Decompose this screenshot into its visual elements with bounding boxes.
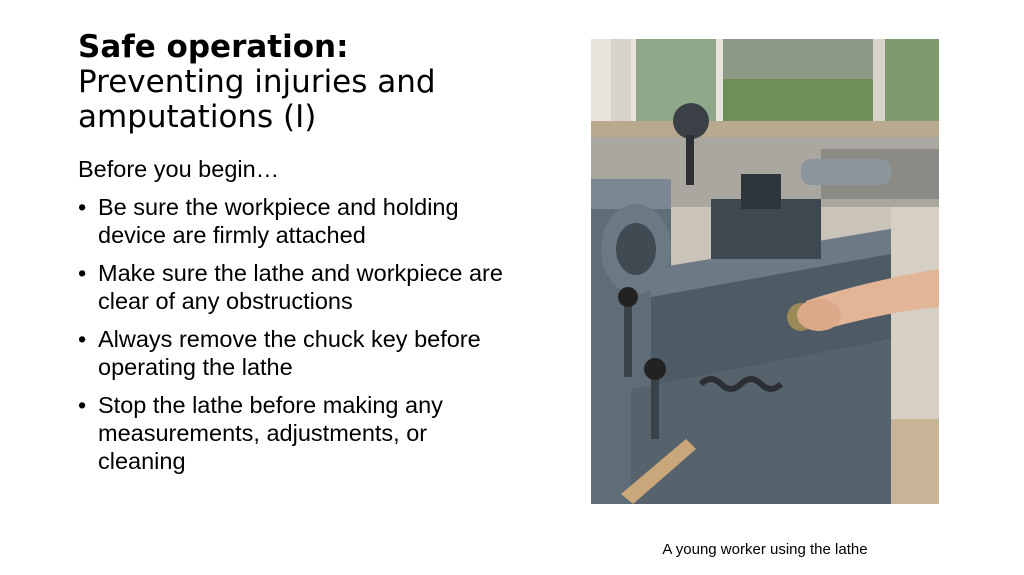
bullet-text: Be sure the workpiece and holding device are firmly attached bbox=[98, 194, 459, 248]
tool-post bbox=[741, 174, 781, 209]
lathe-photo bbox=[591, 39, 939, 504]
slide-body bbox=[78, 155, 518, 485]
slide-title-subtitle: Preventing injuries and amputations (I) bbox=[78, 64, 436, 135]
lathe-photo-illustration bbox=[591, 39, 939, 504]
bullet-text: Always remove the chuck key before operating the lathe bbox=[98, 326, 481, 380]
window-pane bbox=[881, 39, 939, 121]
bullet-icon: • bbox=[78, 392, 87, 418]
lever-knob bbox=[644, 358, 666, 380]
worker-hand bbox=[797, 299, 841, 331]
window-mullion bbox=[873, 39, 885, 121]
bullet-icon: • bbox=[78, 260, 87, 286]
bullet-icon: • bbox=[78, 194, 87, 220]
lamp-arm bbox=[686, 135, 694, 185]
bullet-item bbox=[78, 193, 518, 249]
slide-title-bold: Safe operation: bbox=[78, 29, 349, 65]
chuck-center bbox=[616, 223, 656, 275]
lever-knob bbox=[618, 287, 638, 307]
intro-text: Before you begin… bbox=[78, 156, 280, 182]
lever bbox=[624, 297, 632, 377]
bullet-item bbox=[78, 391, 518, 475]
bullet-item bbox=[78, 259, 518, 315]
photo-caption: A young worker using the lathe bbox=[662, 541, 868, 558]
bullet-icon: • bbox=[78, 326, 87, 352]
tailstock bbox=[801, 159, 891, 185]
slide-title bbox=[78, 30, 558, 135]
bullet-text: Stop the lathe before making any measurements, adjustments, or cleaning bbox=[98, 392, 443, 474]
bullet-list bbox=[78, 193, 518, 475]
floor bbox=[891, 419, 939, 504]
window-sill bbox=[591, 121, 939, 137]
bullet-text: Make sure the lathe and workpiece are clear of any obstructions bbox=[98, 260, 503, 314]
bullet-item bbox=[78, 325, 518, 381]
greenery bbox=[723, 79, 873, 121]
lamp bbox=[673, 103, 709, 139]
window-mullion bbox=[611, 39, 631, 121]
